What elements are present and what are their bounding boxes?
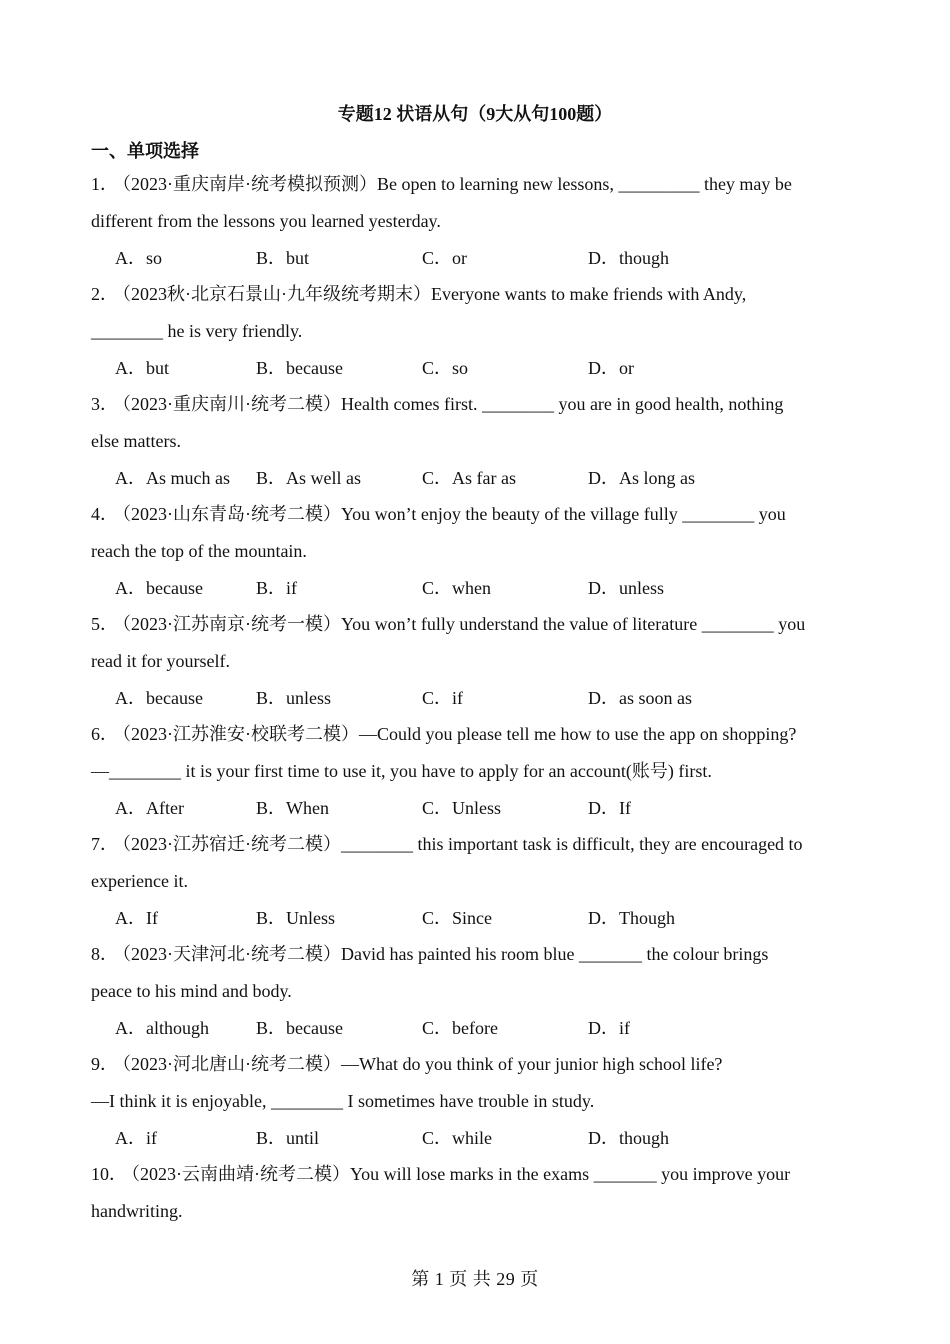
question-item — [91, 826, 861, 936]
answer-option: B．As well as — [256, 468, 361, 488]
question-text-line — [91, 863, 861, 900]
question-text: handwriting. — [91, 1201, 183, 1221]
question-list — [91, 166, 861, 1230]
question-number: 3． — [91, 394, 118, 414]
answer-option: C．or — [422, 248, 467, 268]
question-number: 4． — [91, 504, 118, 524]
question-text-line — [91, 276, 861, 313]
question-item — [91, 386, 861, 496]
answer-option: A．If — [115, 908, 158, 928]
question-text: experience it. — [91, 871, 188, 891]
question-text-line — [91, 936, 861, 973]
question-text-line — [91, 313, 861, 350]
question-number: 5． — [91, 614, 118, 634]
question-text-line — [91, 1193, 861, 1230]
question-text: —I think it is enjoyable, ________ I sometimes have trouble in study. — [91, 1091, 595, 1111]
answer-option: D．If — [588, 798, 631, 818]
answer-option: A．because — [115, 578, 203, 598]
question-text: else matters. — [91, 431, 181, 451]
question-item — [91, 1156, 861, 1230]
question-text: —________ it is your first time to use it, you have to apply for an account(账号) first. — [91, 761, 712, 781]
question-number: 1． — [91, 174, 118, 194]
answer-option: C．when — [422, 578, 491, 598]
question-text: different from the lessons you learned yesterday. — [91, 211, 441, 231]
question-text-line — [91, 386, 861, 423]
page-title: 专题12 状语从句（9大从句100题） — [337, 104, 613, 124]
answer-option: D．As long as — [588, 468, 695, 488]
question-text-line — [91, 496, 861, 533]
answer-options — [91, 1120, 861, 1156]
question-item — [91, 716, 861, 826]
answer-option: D．Though — [588, 908, 675, 928]
section-heading: 一、单项选择 — [91, 141, 199, 161]
answer-option: B．if — [256, 578, 298, 598]
question-number: 2． — [91, 284, 118, 304]
question-text-line — [91, 643, 861, 680]
answer-options — [91, 570, 861, 606]
question-text-line — [91, 753, 861, 790]
answer-options — [91, 350, 861, 386]
answer-option: D．though — [588, 248, 669, 268]
answer-option: A．but — [115, 358, 169, 378]
answer-option: D．or — [588, 358, 634, 378]
answer-option: C．before — [422, 1018, 498, 1038]
answer-option: C．Since — [422, 908, 492, 928]
question-text-line — [91, 1156, 861, 1193]
question-number: 10． — [91, 1164, 127, 1184]
question-text: read it for yourself. — [91, 651, 230, 671]
answer-options — [91, 790, 861, 826]
question-item — [91, 166, 861, 276]
question-text-line — [91, 606, 861, 643]
answer-option: C．if — [422, 688, 464, 708]
question-text-line — [91, 716, 861, 753]
answer-option: B．Unless — [256, 908, 336, 928]
answer-options — [91, 680, 861, 716]
question-text-line — [91, 423, 861, 460]
question-text: （2023·江苏南京·统考一模）You won’t fully understand the value of literature ________ you — [122, 614, 806, 634]
answer-option: B．because — [256, 1018, 343, 1038]
answer-option: C．Unless — [422, 798, 502, 818]
answer-option: B．because — [256, 358, 343, 378]
answer-option: C．while — [422, 1128, 492, 1148]
question-item — [91, 1046, 861, 1156]
answer-option: A．if — [115, 1128, 157, 1148]
answer-options — [91, 240, 861, 276]
question-text: （2023·山东青岛·统考二模）You won’t enjoy the beauty of the village fully ________ you — [122, 504, 786, 524]
answer-option: C．As far as — [422, 468, 516, 488]
answer-option: A．because — [115, 688, 203, 708]
question-text: （2023·重庆南岸·统考模拟预测）Be open to learning new lessons, _________ they may be — [122, 174, 792, 194]
question-text: （2023·江苏淮安·校联考二模）—Could you please tell me how to use the app on shopping? — [122, 724, 797, 744]
answer-option: C．so — [422, 358, 469, 378]
question-text: reach the top of the mountain. — [91, 541, 307, 561]
answer-option: A．so — [115, 248, 163, 268]
question-item — [91, 606, 861, 716]
question-text-line — [91, 826, 861, 863]
question-number: 7． — [91, 834, 118, 854]
question-text: （2023·云南曲靖·统考二模）You will lose marks in the exams _______ you improve your — [131, 1164, 791, 1184]
answer-option: D．though — [588, 1128, 669, 1148]
question-text: （2023·天津河北·统考二模）David has painted his room blue _______ the colour brings — [122, 944, 769, 964]
answer-option: D．if — [588, 1018, 630, 1038]
question-item — [91, 276, 861, 386]
question-text-line — [91, 166, 861, 203]
question-text: ________ he is very friendly. — [91, 321, 303, 341]
answer-option: A．As much as — [115, 468, 230, 488]
question-text: peace to his mind and body. — [91, 981, 292, 1001]
answer-options — [91, 1010, 861, 1046]
question-text-line — [91, 533, 861, 570]
answer-option: B．until — [256, 1128, 320, 1148]
question-item — [91, 496, 861, 606]
question-text: （2023秋·北京石景山·九年级统考期末）Everyone wants to make friends with Andy, — [122, 284, 747, 304]
question-text: （2023·重庆南川·统考二模）Health comes first. ________ you are in good health, nothing — [122, 394, 784, 414]
question-text-line — [91, 973, 861, 1010]
question-number: 8． — [91, 944, 118, 964]
answer-option: D．unless — [588, 578, 664, 598]
answer-option: A．although — [115, 1018, 209, 1038]
question-text: （2023·江苏宿迁·统考二模）________ this important task is difficult, they are encouraged to — [122, 834, 803, 854]
question-number: 9． — [91, 1054, 118, 1074]
question-number: 6． — [91, 724, 118, 744]
question-text: （2023·河北唐山·统考二模）—What do you think of your junior high school life? — [122, 1054, 723, 1074]
question-text-line — [91, 1083, 861, 1120]
answer-options — [91, 460, 861, 496]
answer-option: D．as soon as — [588, 688, 692, 708]
page-footer: 第 1 页 共 29 页 — [411, 1269, 539, 1289]
answer-option: B．When — [256, 798, 329, 818]
answer-options — [91, 900, 861, 936]
question-text-line — [91, 1046, 861, 1083]
answer-option: B．but — [256, 248, 310, 268]
answer-option: B．unless — [256, 688, 332, 708]
question-text-line — [91, 203, 861, 240]
answer-option: A．After — [115, 798, 184, 818]
question-item — [91, 936, 861, 1046]
